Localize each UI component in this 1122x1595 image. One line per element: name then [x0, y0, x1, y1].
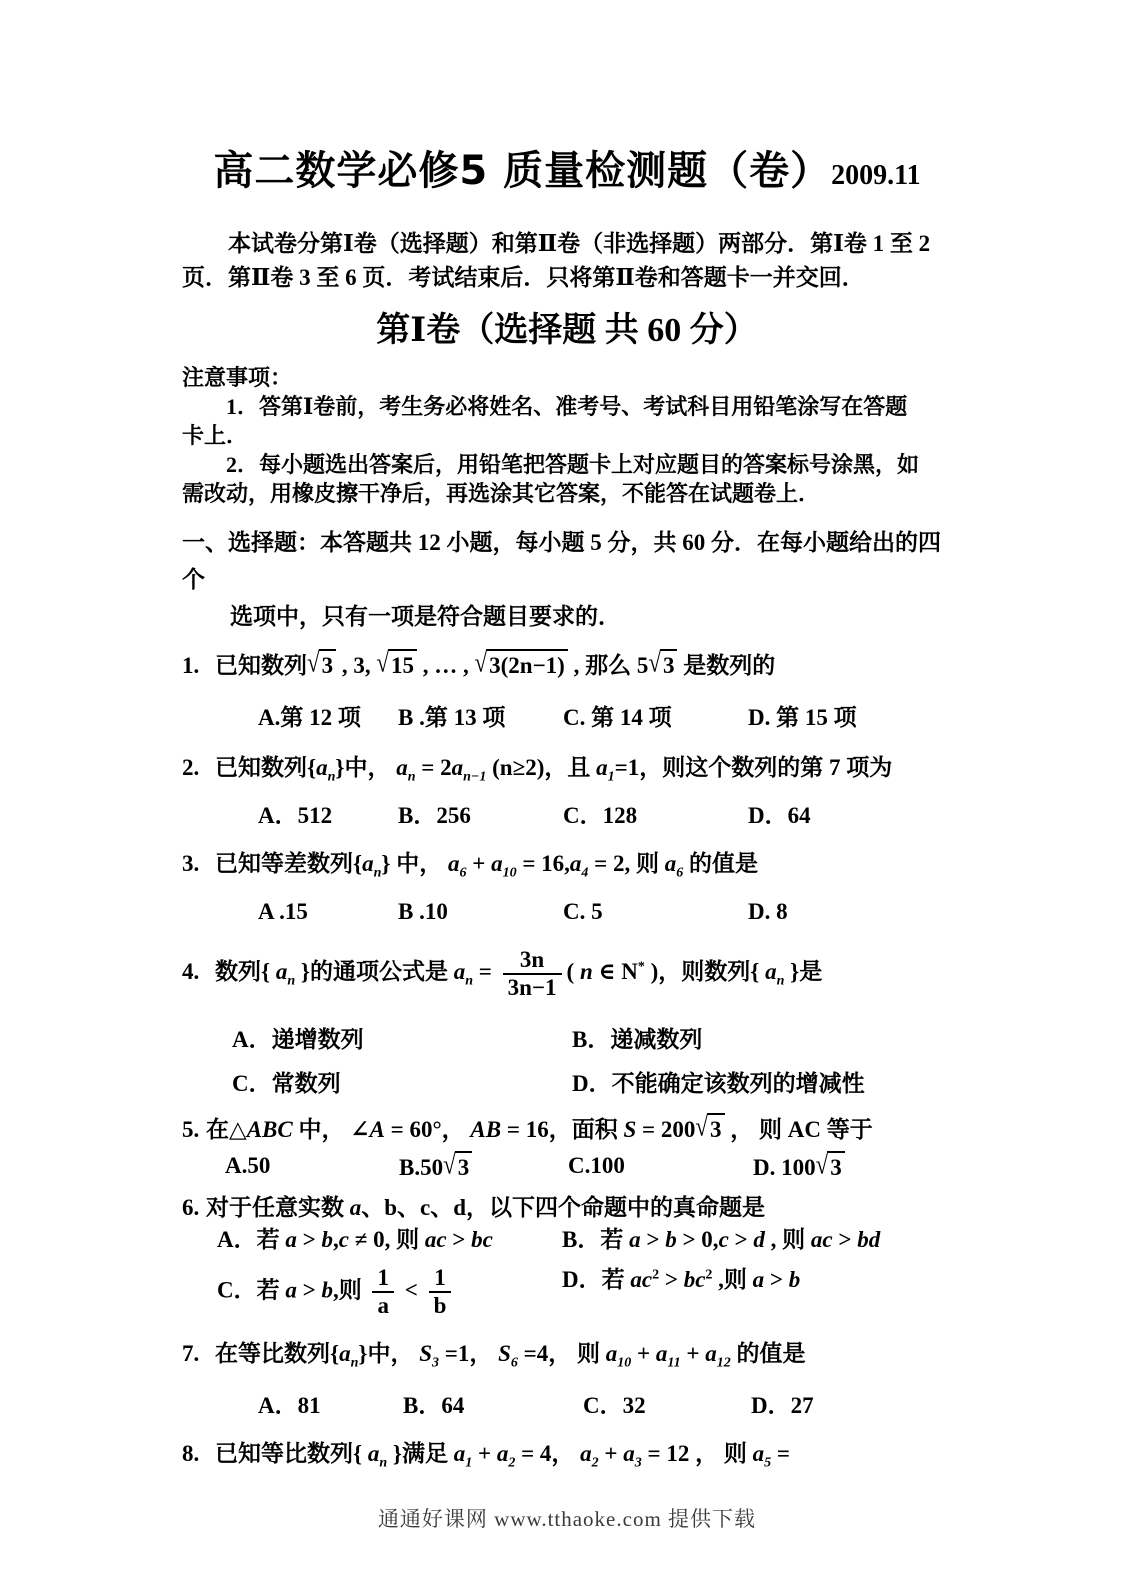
question-5: [182, 1113, 952, 1183]
question-2: [182, 753, 952, 831]
option-D: D．若 $ac^2 > bc^2$ ,则 a > b: [562, 1267, 801, 1292]
question-number: 1.: [182, 653, 200, 678]
question-text: 在等比数列$\{a_n\}$中， $S_3 =1$， $S_6 =4$， 则 $a_{10} + a_{11} + a_{12}$ 的值是: [215, 1341, 806, 1371]
intro-paragraph: [182, 227, 952, 295]
question-number: 6.: [182, 1195, 200, 1220]
question-1-options: [258, 703, 952, 733]
instruction-line-2: 选项中，只有一项是符合题目要求的．: [230, 604, 621, 629]
question-text: 已知等差数列$\{a_n\}$ 中， $a_6 + a_{10} = 16,a_4 = 2$, 则 $a_6$ 的值是: [215, 851, 759, 881]
question-text: 已知数列√3 , 3, √15 , … , √3(2n−1) , 那么 5√3 是数列的: [215, 653, 775, 678]
option-C: C.100: [568, 1153, 625, 1178]
option-B: B．256: [398, 803, 471, 828]
instruction-line-1: 一、选择题：本答题共 12 小题，每小题 5 分，共 60 分．在每小题给出的四个: [182, 530, 941, 592]
option-D: D．27: [751, 1393, 814, 1418]
question-1-text-line: [182, 649, 952, 681]
option-A: A．512: [258, 803, 333, 828]
option-B: B.50√3: [399, 1151, 568, 1183]
option-A: A．递增数列: [232, 1027, 364, 1052]
question-2-text-line: [182, 753, 952, 783]
question-2-options: [258, 801, 952, 831]
question-7-text-line: [182, 1339, 952, 1369]
question-3-options: [258, 897, 952, 927]
question-1: [182, 649, 952, 733]
sqrt-radical: √3: [695, 1117, 724, 1142]
fraction: $\frac{1}{b}$: [429, 1265, 452, 1319]
option-D: D. 100√3: [753, 1151, 952, 1183]
option-B: B．若 a > b > 0,c > d , 则 ac > bd: [562, 1227, 881, 1252]
page-title-date: 2009.11: [831, 160, 921, 191]
question-number: 4.: [182, 959, 200, 985]
question-5-text-line: [182, 1113, 952, 1145]
intro-line-1: 本试卷分第Ⅰ卷（选择题）和第Ⅱ卷（非选择题）两部分．第Ⅰ卷 1 至 2: [228, 231, 931, 256]
option-C: C．32: [583, 1393, 646, 1418]
question-3: [182, 849, 952, 927]
question-text: 已知数列$\{a_n\}$中， $a_n = 2a_{n-1}$ (n≥2)，且 $a_1=1$，则这个数列的第 7 项为: [215, 755, 893, 785]
question-4-text-line: [182, 947, 952, 1001]
option-A: A.第 12 项: [258, 705, 361, 730]
option-B: B．64: [403, 1393, 465, 1418]
question-text: 对于任意实数 a、b、c、d，以下四个命题中的真命题是: [206, 1195, 766, 1220]
fraction: $\frac{1}{a}$: [372, 1265, 394, 1319]
question-4: [182, 947, 952, 1099]
option-C: C．常数列: [232, 1071, 341, 1096]
option-A: A .15: [258, 899, 308, 924]
choice-section-instruction: [182, 524, 952, 635]
intro-line-2: 页．第Ⅱ卷 3 至 6 页．考试结束后．只将第Ⅱ卷和答题卡一并交回．: [182, 265, 865, 290]
sqrt-radical: √3: [648, 653, 677, 678]
option-D: D．64: [748, 803, 811, 828]
question-number: 8.: [182, 1441, 200, 1466]
page-title: [182, 150, 952, 197]
option-A: A.50: [225, 1153, 271, 1178]
footer-credit: 通通好课网 www.tthaoke.com 提供下载: [377, 1507, 757, 1531]
option-D: D．不能确定该数列的增减性: [572, 1071, 865, 1096]
question-6-options: [217, 1225, 952, 1319]
sqrt-radical: √3: [816, 1155, 845, 1180]
option-C: C．若 a > b,则 $\frac{1}{a}$ < $\frac{1}{b}$: [217, 1265, 562, 1319]
option-C: C. 5: [563, 899, 603, 924]
page-title-text: 高二数学必修5 质量检测题（卷）: [213, 148, 832, 194]
question-6-text-line: [182, 1193, 952, 1223]
option-D: D. 8: [748, 899, 788, 924]
fraction: $\frac{3n}{3n-1}$: [503, 947, 562, 1001]
notice-item-2-line-2: 需改动，用橡皮擦干净后，再选涂其它答案，不能答在试题卷上．: [182, 481, 821, 506]
question-8: [182, 1439, 952, 1469]
question-8-text-line: [182, 1439, 952, 1469]
question-7: [182, 1339, 952, 1421]
question-7-options: [258, 1391, 952, 1421]
question-text: 数列{ $a_n$ }的通项公式是 $a_n$ = $\frac{3n}{3n-1}$ ( n ∈ N* )，则数列{ $a_n$ }是: [215, 947, 823, 1000]
question-4-options: [232, 1025, 952, 1099]
sqrt-radical: √3(2n−1): [475, 653, 568, 678]
option-C: C．128: [563, 803, 638, 828]
option-A: A．81: [258, 1393, 321, 1418]
question-number: 3.: [182, 851, 200, 876]
question-3-text-line: [182, 849, 952, 879]
option-A: A．若 a > b,c ≠ 0, 则 ac > bc: [217, 1227, 493, 1252]
option-B: B .第 13 项: [398, 705, 506, 730]
question-number: 7.: [182, 1341, 200, 1366]
notice-item-1-line-1: 1．答第Ⅰ卷前，考生务必将姓名、准考号、考试科目用铅笔涂写在答题: [226, 394, 908, 419]
question-6: [182, 1193, 952, 1319]
notice-label: 注意事项：: [182, 365, 293, 390]
question-number: 5.: [182, 1117, 200, 1142]
questions-list: [182, 649, 952, 1469]
question-5-options: [225, 1151, 952, 1183]
notice-item-1-line-2: 卡上．: [182, 423, 249, 448]
option-D: D. 第 15 项: [748, 705, 857, 730]
question-number: 2.: [182, 755, 200, 780]
section-heading: 第Ⅰ卷（选择题 共 60 分）: [376, 312, 758, 349]
sqrt-radical: √3: [307, 653, 336, 678]
option-C: C. 第 14 项: [563, 705, 672, 730]
notice-item-2-line-1: 2．每小题选出答案后，用铅笔把答题卡上对应题目的答案标号涂黑，如: [226, 452, 920, 477]
question-text: 在△ABC 中， ∠A = 60°， AB = 16，面积 S = 200√3 ， 则 AC 等于: [206, 1117, 873, 1142]
sqrt-radical: √3: [443, 1155, 472, 1180]
option-B: B．递减数列: [572, 1027, 703, 1052]
question-text: 已知等比数列{ $a_n$ }满足 $a_1 + a_2 = 4$， $a_2 + a_3 = 12$ ， 则 $a_5$ =: [215, 1441, 790, 1471]
notice-block: [182, 363, 952, 508]
sqrt-radical: √15: [376, 653, 417, 678]
option-B: B .10: [398, 899, 448, 924]
